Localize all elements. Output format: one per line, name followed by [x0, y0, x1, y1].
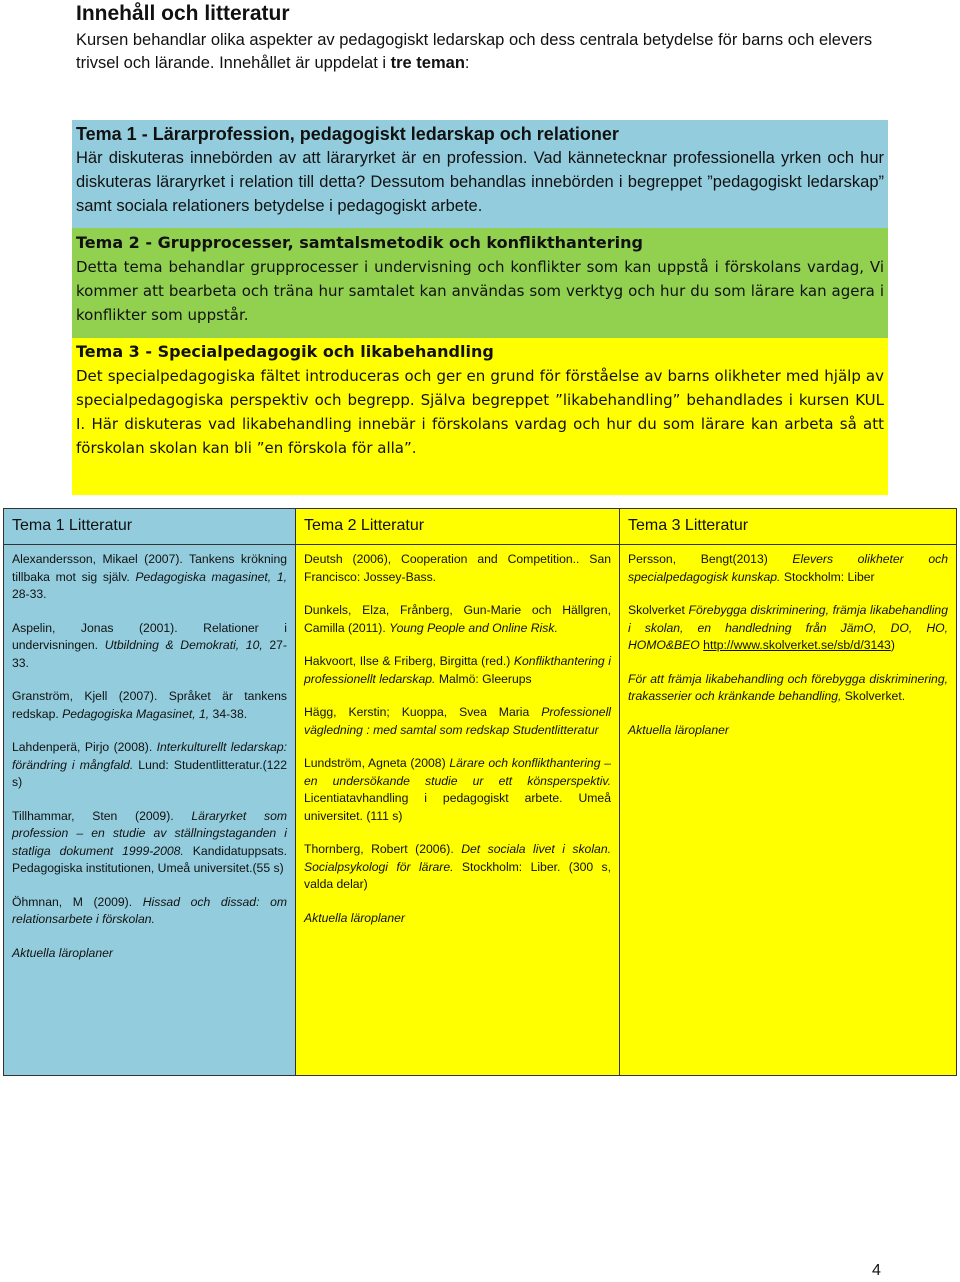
reference-item: Persson, Bengt(2013) Elevers olikheter och specialpedagogisk kunskap. Stockholm: Liber [628, 552, 948, 584]
page-title: Innehåll och litteratur [76, 2, 290, 25]
skolverket-link[interactable]: http://www.skolverket.se/sb/d/3143 [703, 638, 891, 652]
reference-item: Aktuella läroplaner [12, 945, 113, 960]
reference-item: Deutsh (2006), Cooperation and Competition.. San Francisco: Jossey-Bass. [304, 552, 611, 584]
literature-column-2 [296, 509, 620, 1075]
reference-item: Hägg, Kerstin; Kuoppa, Svea Maria Professionell vägledning : med samtal som redskap Studentlitteratur [304, 705, 611, 737]
reference-item: Öhmnan, M (2009). Hissad och dissad: om relationsarbete i förskolan. [12, 894, 288, 926]
reference-item: Dunkels, Elza, Frånberg, Gun-Marie och Hällgren, Camilla (2011). Young People and Online Risk. [304, 603, 611, 635]
reference-item: Aktuella läroplaner [628, 722, 729, 737]
reference-item: Thornberg, Robert (2006). Det sociala livet i skolan. Socialpsykologi för lärare. Stockholm: Liber. (300 s, valda delar) [304, 842, 612, 891]
theme-2-body: Detta tema behandlar grupprocesser i undervisning och konflikter som kan uppstå i förskolans vardag, Vi kommer att bearbeta och träna hur samtalet kan användas som verktyg och hur du som lärare kan agera i konflikter som uppstår. [76, 258, 884, 324]
literature-column-1 [4, 509, 296, 1075]
literature-table [3, 508, 957, 1076]
theme-3-heading: Tema 3 - Specialpedagogik och likabehandling [76, 342, 494, 361]
page-number: 4 [872, 1262, 881, 1279]
reference-item: Aspelin, Jonas (2001). Relationer i undervisningen. Utbildning & Demokrati, 10, 27-33. [12, 620, 288, 670]
theme-3-body: Det specialpedagogiska fältet introduceras och ger en grund för förståelse av barns olikheter med hjälp av specialpedagogiska perspektiv och begrepp. Själva begreppet ”likabehandling” behandlades i kursen KUL I. Här diskuteras vad likabehandling innebär i förskolans vardag och hur du som lärare kan arbeta så att förskolan skolan kan bli ”en förskola för alla”. [76, 367, 884, 457]
theme-2-box [72, 228, 888, 338]
column-2-heading: Tema 2 Litteratur [296, 509, 619, 545]
column-3-heading: Tema 3 Litteratur [620, 509, 956, 545]
reference-item: Hakvoort, Ilse & Friberg, Birgitta (red.) Konflikthantering i professionellt ledarskap. Malmö: Gleerups [304, 654, 611, 686]
theme-2-heading: Tema 2 - Grupprocesser, samtalsmetodik och konflikthantering [76, 233, 643, 252]
column-1-heading: Tema 1 Litteratur [4, 509, 295, 545]
theme-1-heading: Tema 1 - Lärarprofession, pedagogiskt ledarskap och relationer [76, 124, 619, 144]
literature-column-3 [620, 509, 956, 1075]
reference-item: Skolverket Förebygga diskriminering, främja likabehandling i skolan, en handledning från JämO, DO, HO, HOMO&BEO http://www.skolverket.se/sb/d/3143) [628, 603, 948, 652]
reference-item: Lahdenperä, Pirjo (2008). Interkulturellt ledarskap: förändring i mångfald. Lund: Studentlitteratur.(122 s) [12, 740, 287, 789]
reference-item: Tillhammar, Sten (2009). Läraryrket som profession – en studie av ställningstaganden i statliga dokument 1999-2008. Kandidatuppsats. Pedagogiska institutionen, Umeå universitet.(55 s) [12, 808, 287, 875]
theme-1-box [72, 120, 888, 228]
reference-item: För att främja likabehandling och förebygga diskriminering, trakasserier och kränkande behandling, Skolverket. [628, 671, 948, 703]
reference-item: Granström, Kjell (2007). Språket är tankens redskap. Pedagogiska Magasinet, 1, 34-38. [12, 689, 287, 721]
intro-paragraph: Kursen behandlar olika aspekter av pedagogiskt ledarskap och dess centrala betydelse för barns och elevers trivsel och lärande. Innehållet är uppdelat i tre teman: [76, 31, 873, 72]
reference-item: Lundström, Agneta (2008) Lärare och konflikthantering – en undersökande studie ur ett könsperspektiv. Licentiatavhandling i pedagogiskt arbete. Umeå universitet. (111 s) [304, 756, 611, 823]
theme-1-body: Här diskuteras innebörden av att läraryrket är en profession. Vad kännetecknar professionella yrken och hur diskuteras läraryrket i relation till detta? Dessutom behandlas innebörden i begreppet ”pedagogiskt ledarskap” samt sociala relationers betydelse i pedagogiskt arbete. [76, 149, 884, 215]
reference-item: Alexandersson, Mikael (2007). Tankens krökning tillbaka mot sig själv. Pedagogiska magasinet, 1, 28-33. [12, 552, 287, 601]
reference-item: Aktuella läroplaner [304, 910, 405, 925]
theme-3-box [72, 338, 888, 495]
